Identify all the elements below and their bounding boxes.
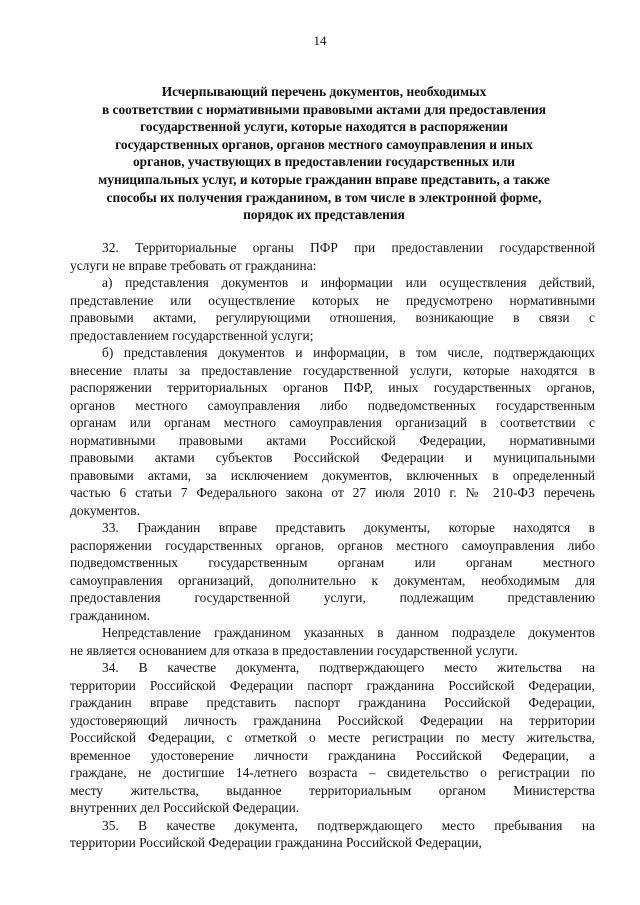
paragraph-line: предоставления государственной услуги, подлежащим представлению	[70, 590, 595, 605]
paragraph	[70, 344, 595, 519]
document-body	[70, 239, 595, 852]
paragraph-line: частью 6 статьи 7 Федерального закона от 27 июля 2010 г. № 210-ФЗ перечень	[70, 485, 595, 500]
paragraph-line: Российской Федерации, с отметкой о месте регистрации по месту жительства,	[70, 730, 595, 745]
paragraph-line: органам или органам местного самоуправления организаций в соответствии с	[70, 415, 595, 430]
paragraph	[70, 239, 595, 274]
paragraph-line: внесение платы за предоставление государственной услуги, которые находятся в	[70, 362, 595, 378]
paragraph-line: услуги не вправе требовать от гражданина:	[70, 257, 317, 273]
paragraph-line: документов.	[70, 502, 140, 518]
paragraph-line: граждане, не достигшие 14-летнего возраста – свидетельство о регистрации по	[70, 765, 595, 780]
section-heading	[70, 83, 578, 224]
heading-line: государственных органов, органов местного самоуправления и иных	[115, 136, 533, 152]
paragraph	[70, 624, 595, 659]
paragraph-line: гражданином.	[70, 607, 150, 623]
paragraph-line: Непредставление гражданином указанных в данном подразделе документов	[102, 625, 595, 640]
paragraph-line: а) представления документов и информации или осуществления действий,	[102, 275, 595, 290]
heading-line: муниципальных услуг, и которые гражданин вправе представить, а также	[98, 171, 550, 187]
paragraph-line: временное удостоверение личности гражданина Российской Федерации, а	[70, 747, 595, 763]
paragraph-line: нормативными правовыми актами Российской Федерации, нормативными	[70, 432, 595, 448]
paragraph-line: 35. В качестве документа, подтверждающего место пребывания на	[102, 817, 595, 833]
paragraph-line: гражданин вправе представить паспорт гражданина Российской Федерации,	[70, 695, 595, 710]
paragraph-line: удостоверяющий личность гражданина Российской Федерации на территории	[70, 712, 595, 728]
paragraph-line: органов местного самоуправления либо подведомственных государственным	[70, 397, 595, 413]
paragraph-line: внутренних дел Российской Федерации.	[70, 800, 300, 815]
paragraph-line: территории Российской Федерации гражданина Российской Федерации,	[70, 835, 482, 850]
paragraph-line: подведомственных государственным органам или органам местного	[70, 555, 595, 570]
paragraph-line: б) представления документов и информации, в том числе, подтверждающих	[102, 345, 595, 360]
heading-line: порядок их представления	[243, 207, 405, 223]
paragraph	[70, 519, 595, 624]
paragraph-line: 34. В качестве документа, подтверждающего место жительства на	[102, 660, 595, 675]
page-number: 14	[313, 33, 327, 48]
paragraph-line: распоряжении государственных органов, органов местного самоуправления либо	[70, 537, 595, 553]
paragraph-line: представление или осуществление которых не предусмотрено нормативными	[70, 292, 595, 308]
paragraph	[70, 274, 595, 344]
paragraph-line: территории Российской Федерации паспорт гражданина Российской Федерации,	[70, 677, 595, 693]
paragraph-line: предоставлением государственной услуги;	[70, 327, 314, 343]
paragraph-line: распоряжении территориальных органов ПФР, иных государственных органов,	[70, 380, 595, 395]
paragraph-line: правовыми актами субъектов Российской Федерации и муниципальными	[70, 450, 595, 465]
heading-line: государственной услуги, которые находятся в распоряжении	[140, 119, 508, 135]
paragraph-line: не является основанием для отказа в предоставлении государственной услуги.	[70, 642, 518, 658]
paragraph	[70, 817, 595, 852]
heading-line: в соответствии с нормативными правовыми актами для предоставления	[101, 101, 547, 117]
paragraph-line: 33. Гражданин вправе представить документы, которые находятся в	[102, 520, 595, 535]
heading-line: Исчерпывающий перечень документов, необходимых	[161, 84, 487, 99]
paragraph-line: правовыми актами, за исключением документов, включенных в определенный	[70, 467, 595, 483]
paragraph-line: самоуправления организаций, дополнительно к документам, необходимым для	[70, 572, 595, 588]
paragraph-line: месту жительства, выданное территориальным органом Министерства	[70, 782, 595, 798]
paragraph-line: правовыми актами, регулирующими отношения, возникающие в связи с	[70, 310, 595, 325]
paragraph-line: 32. Территориальные органы ПФР при предоставлении государственной	[102, 240, 595, 255]
heading-line: органов, участвующих в предоставлении государственных или	[132, 154, 516, 170]
heading-line: способы их получения гражданином, в том числе в электронной форме,	[106, 189, 542, 205]
paragraph	[70, 659, 595, 817]
